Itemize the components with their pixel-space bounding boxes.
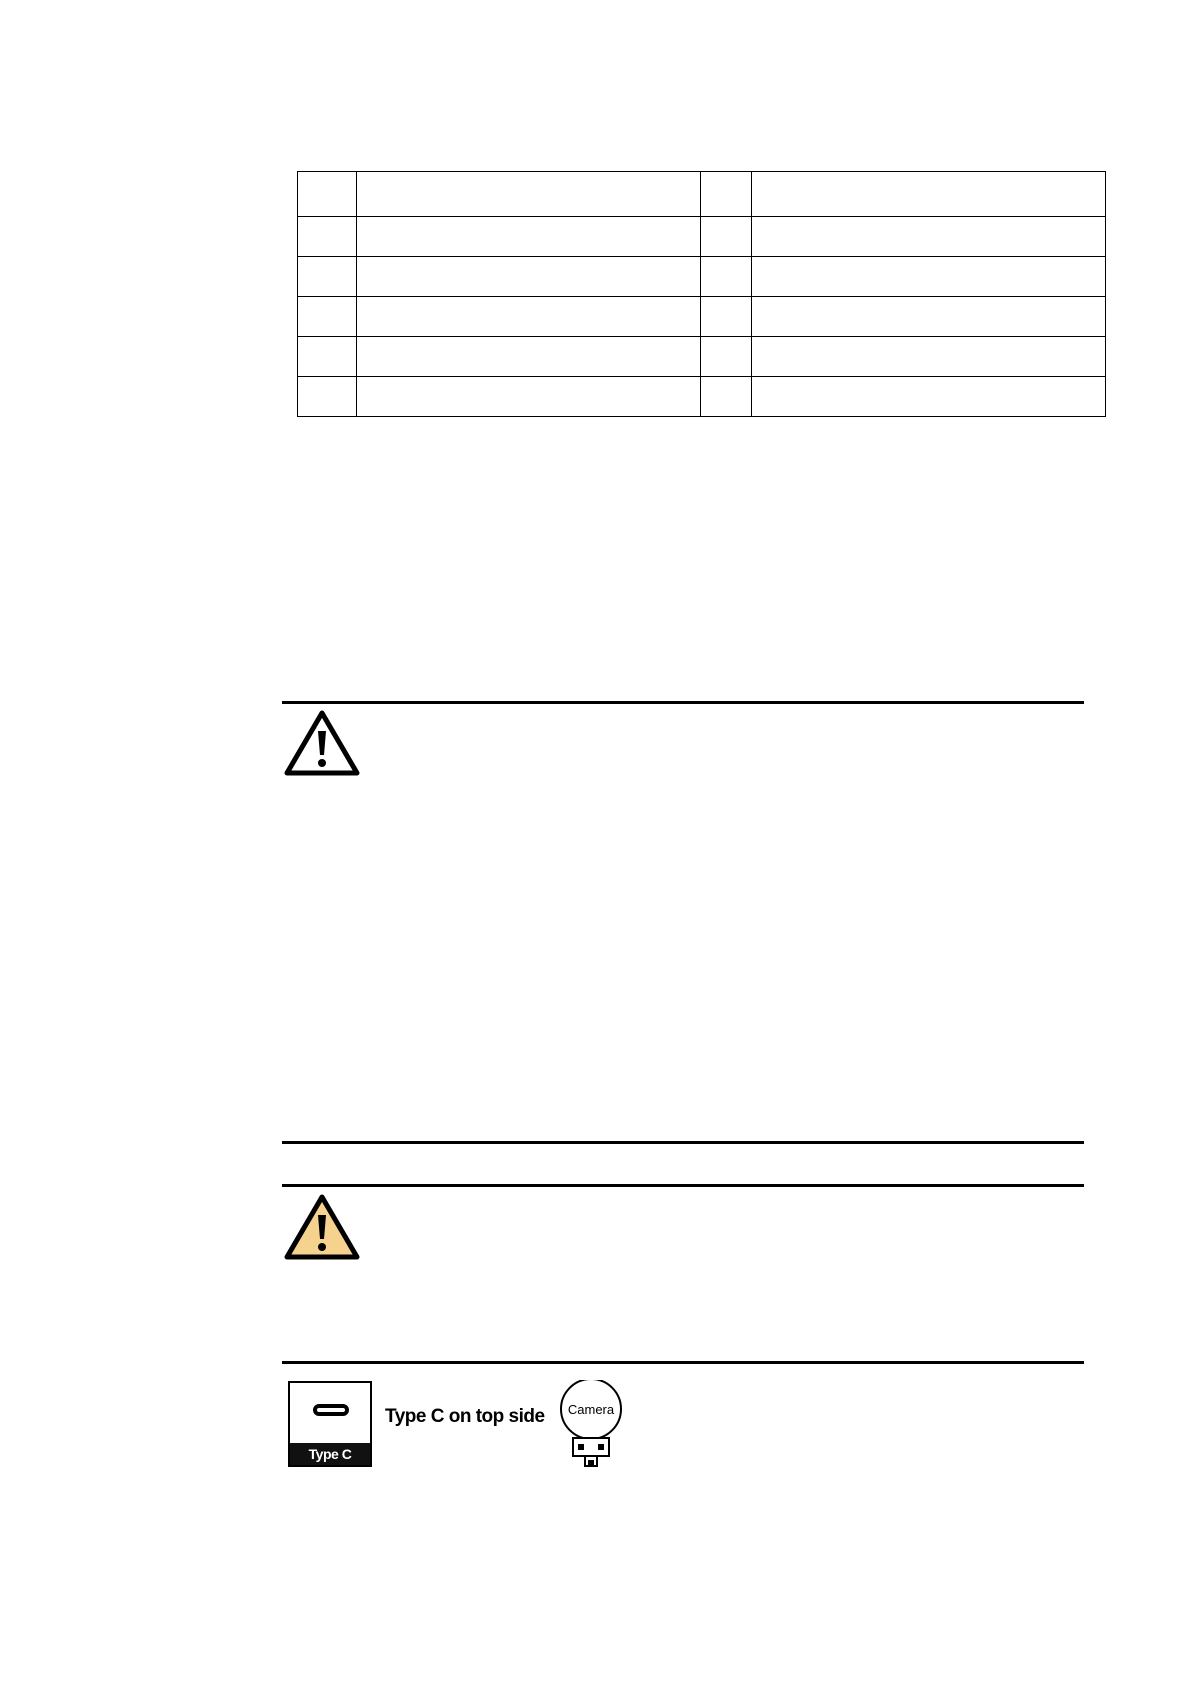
table-row [298,257,1106,297]
table-cell [752,217,1106,257]
caution-top-rule [282,1184,1084,1187]
camera-label: Camera [567,1402,615,1417]
table-cell [701,377,752,417]
table-row [298,337,1106,377]
caution-bottom-rule [282,1361,1084,1364]
table-cell [298,297,357,337]
table-cell [298,217,357,257]
table-cell [752,337,1106,377]
table-cell [357,297,701,337]
warning-triangle-icon [284,709,360,777]
parts-table [297,171,1106,417]
table-row [298,172,1106,217]
table-cell [701,297,752,337]
table-cell [357,217,701,257]
warning-bottom-rule [282,1141,1084,1144]
table-cell [298,257,357,297]
table-cell [752,172,1106,217]
table-row [298,297,1106,337]
table-cell [357,257,701,297]
table-row [298,217,1106,257]
table-cell [298,337,357,377]
usb-c-port-icon [313,1404,349,1416]
table-cell [752,377,1106,417]
type-c-caption: Type C on top side [385,1406,545,1427]
table-cell [298,172,357,217]
type-c-label: Type C [290,1443,370,1465]
table-cell [701,217,752,257]
type-c-port-figure [288,1381,372,1467]
table-cell [357,172,701,217]
table-cell [752,257,1106,297]
table-cell [357,377,701,417]
parts-table-body [298,172,1106,417]
table-cell [701,257,752,297]
camera-icon [556,1380,626,1470]
camera-figure [556,1380,626,1470]
table-cell [357,337,701,377]
caution-triangle-icon [284,1193,360,1261]
table-cell [701,337,752,377]
warning-top-rule [282,701,1084,704]
table-cell [298,377,357,417]
table-cell [752,297,1106,337]
table-row [298,377,1106,417]
table-cell [701,172,752,217]
